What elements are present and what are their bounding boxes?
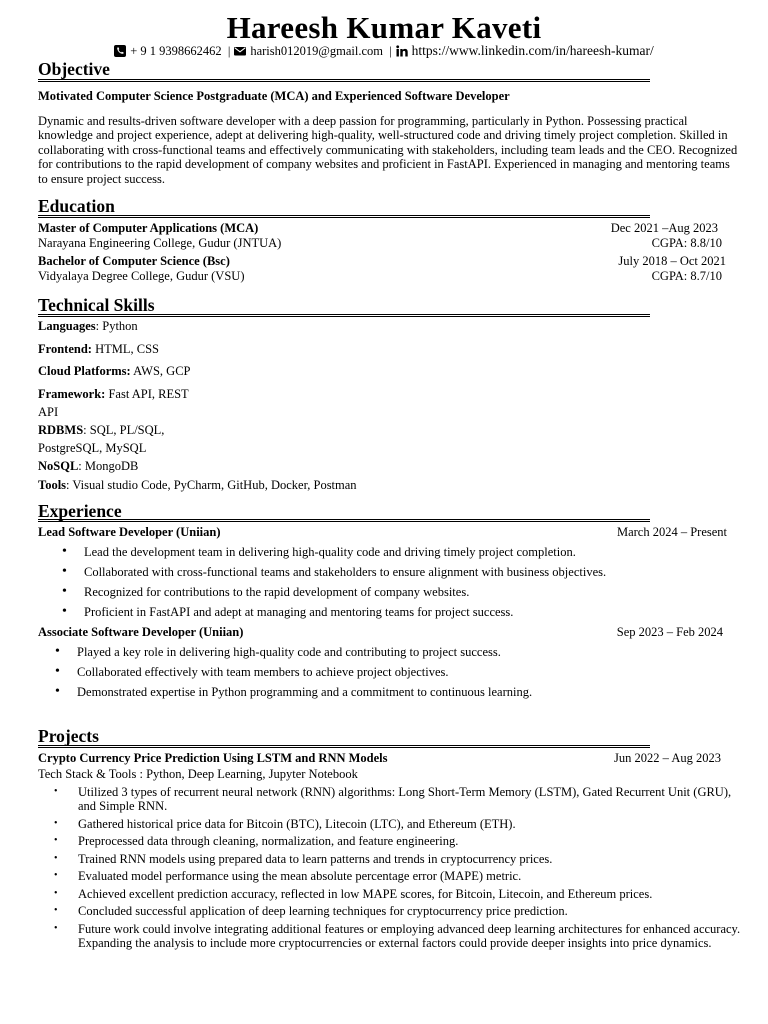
skill-value: : Python (95, 319, 138, 333)
job-date: March 2024 – Present (616, 525, 727, 539)
list-item: • Proficient in FastAPI and adept at managing and mentoring teams for project success. (62, 602, 606, 622)
section-heading-experience: Experience (38, 501, 122, 521)
skill-label: Cloud Platforms: (38, 364, 131, 378)
job-title: Lead Software Developer (Uniian) (38, 525, 221, 539)
list-item: • Collaborated with cross-functional teams and stakeholders to ensure alignment with business objectives. (62, 562, 606, 582)
job-bullets (62, 542, 606, 622)
section-heading-education: Education (38, 196, 115, 216)
project-date: Jun 2022 – Aug 2023 (614, 751, 721, 765)
education-school: Vidyalaya Degree College, Gudur (VSU) (38, 269, 245, 283)
skill-label: Tools (38, 478, 67, 492)
skill-label: Languages (38, 319, 96, 333)
list-item: • Future work could involve integrating additional features or employing advanced deep learning architectures for enhanced accuracy. Expanding the analysis to include more cryptocurrencies or external factors could provide deeper insights into price dynamics. (54, 922, 744, 951)
list-item: • Concluded successful application of deep learning techniques for cryptocurrency price prediction. (54, 904, 744, 918)
section-divider (38, 215, 650, 218)
education-date: Dec 2021 –Aug 2023 (610, 221, 718, 235)
list-item: • Played a key role in delivering high-quality code and contributing to project success. (55, 642, 532, 662)
skill-value: : Visual studio Code, PyCharm, GitHub, Docker, Postman (66, 478, 357, 492)
education-school: Narayana Engineering College, Gudur (JNTUA) (38, 236, 282, 250)
section-divider (38, 745, 650, 748)
education-degree: Bachelor of Computer Science (Bsc) (38, 254, 230, 268)
envelope-icon (234, 45, 246, 57)
skill-label: Framework: (38, 387, 106, 401)
job-title: Associate Software Developer (Uniian) (38, 625, 244, 639)
objective-title: Motivated Computer Science Postgraduate (MCA) and Experienced Software Developer (38, 89, 510, 103)
list-item: • Gathered historical price data for Bitcoin (BTC), Litecoin (LTC), and Ethereum (ETH). (54, 817, 744, 831)
phone-number[interactable]: + 9 1 9398662462 (130, 44, 222, 58)
job-date: Sep 2023 – Feb 2024 (616, 625, 723, 639)
education-grade: CGPA: 8.7/10 (651, 269, 722, 283)
list-item: • Demonstrated expertise in Python programming and a commitment to continuous learning. (55, 682, 532, 702)
resume-name: Hareesh Kumar Kaveti (226, 10, 542, 45)
list-item: • Collaborated effectively with team members to achieve project objectives. (55, 662, 532, 682)
list-item: • Lead the development team in delivering high-quality code and driving timely project completion. (62, 542, 606, 562)
contact-separator: | (227, 44, 231, 58)
education-degree: Master of Computer Applications (MCA) (38, 221, 259, 235)
skill-value: : MongoDB (78, 459, 139, 473)
list-item: • Evaluated model performance using the mean absolute percentage error (MAPE) metric. (54, 869, 744, 883)
job-bullets (55, 642, 532, 702)
education-date: July 2018 – Oct 2021 (618, 254, 726, 268)
list-item: • Utilized 3 types of recurrent neural network (RNN) algorithms: Long Short-Term Memory (LSTM), Gated Recurrent Unit (GRU), and Simple RNN. (54, 785, 744, 814)
section-heading-projects: Projects (38, 726, 99, 746)
skill-framework-cont: API (38, 405, 59, 419)
section-divider (38, 519, 650, 522)
section-heading-skills: Technical Skills (38, 295, 155, 315)
linkedin-link[interactable]: https://www.linkedin.com/in/hareesh-kumar/ (411, 43, 654, 58)
skill-cloud (38, 364, 190, 379)
skill-frontend (38, 342, 159, 357)
section-divider (38, 314, 650, 317)
skill-nosql (38, 459, 138, 474)
education-grade: CGPA: 8.8/10 (651, 236, 722, 250)
list-item: • Achieved excellent prediction accuracy, reflected in low MAPE scores, for Bitcoin, Litecoin, and Ethereum prices. (54, 887, 744, 901)
skill-languages (38, 319, 138, 334)
skill-label: Frontend: (38, 342, 92, 356)
contact-line (0, 43, 768, 59)
section-heading-objective: Objective (38, 59, 110, 79)
skill-rdbms (38, 423, 164, 438)
skill-value: : SQL, PL/SQL, (83, 423, 165, 437)
skill-framework (38, 387, 189, 402)
objective-summary: Dynamic and results-driven software developer with a deep passion for programming, particularly in Python. Possessing practical knowledge and project experience, adept at delivering high-quality, well-structured code and driving timely project completion. Skilled in collaborating with cross-functional teams and effectively communicating with stakeholders, including team leads and the CEO. Recognized for contributions to the rapid development of company websites and proficient in FastAPI. Experienced in managing and mentoring teams to ensure project success. (38, 114, 738, 186)
skill-tools (38, 478, 357, 493)
skill-rdbms-cont: PostgreSQL, MySQL (38, 441, 147, 455)
list-item: • Recognized for contributions to the rapid development of company websites. (62, 582, 606, 602)
list-item: • Preprocessed data through cleaning, normalization, and feature engineering. (54, 834, 744, 848)
email-link[interactable]: harish012019@gmail.com (250, 44, 384, 58)
linkedin-icon (396, 45, 408, 57)
list-item: • Trained RNN models using prepared data to learn patterns and trends in cryptocurrency prices. (54, 852, 744, 866)
skill-value: AWS, GCP (130, 364, 191, 378)
skill-value: Fast API, REST (105, 387, 189, 401)
project-stack: Tech Stack & Tools : Python, Deep Learning, Jupyter Notebook (38, 767, 358, 781)
contact-separator: | (389, 44, 392, 58)
project-bullets (54, 785, 744, 953)
skill-label: RDBMS (38, 423, 84, 437)
skill-label: NoSQL (38, 459, 79, 473)
project-title: Crypto Currency Price Prediction Using LSTM and RNN Models (38, 751, 388, 765)
section-divider (38, 79, 650, 82)
skill-value: HTML, CSS (91, 342, 159, 356)
phone-icon (114, 45, 126, 57)
